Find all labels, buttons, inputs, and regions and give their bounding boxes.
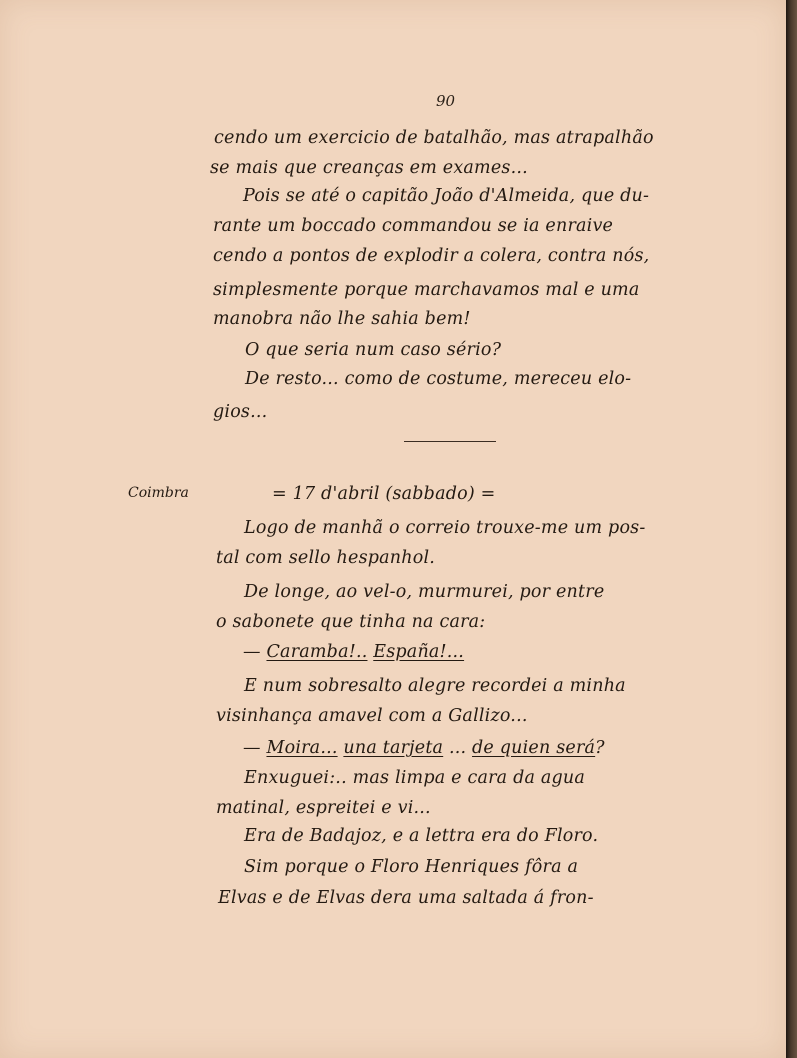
question-mark: ?: [595, 738, 605, 758]
text-line: cendo a pontos de explodir a colera, contra nós,: [213, 246, 650, 266]
text-line: Logo de manhã o correio trouxe-me um pos-: [244, 518, 646, 538]
text-line: E num sobresalto alegre recordei a minha: [244, 676, 626, 696]
underlined-word: de quien será: [472, 738, 596, 758]
dialogue-line: [243, 738, 605, 758]
text-line: o sabonete que tinha na cara:: [216, 612, 486, 632]
underlined-word: Caramba!..: [266, 642, 368, 662]
dash: —: [243, 642, 261, 662]
text-line: gios...: [213, 402, 268, 422]
text-line: O que seria num caso sério?: [245, 340, 502, 360]
ellipsis: ...: [448, 738, 467, 758]
text-line: Pois se até o capitão João d'Almeida, que du-: [243, 186, 650, 206]
text-line: rante um boccado commandou se ia enraive: [213, 216, 614, 236]
text-line: Sim porque o Floro Henriques fôra a: [244, 857, 579, 877]
text-line: matinal, espreitei e vi...: [216, 798, 431, 818]
text-line: Enxuguei:.. mas limpa e cara da agua: [244, 768, 586, 788]
entry-date: = 17 d'abril (sabbado) =: [272, 484, 496, 504]
text-line: De longe, ao vel-o, murmurei, por entre: [244, 582, 605, 602]
text-line: Era de Badajoz, e a lettra era do Floro.: [244, 826, 599, 846]
dialogue-line: [243, 642, 464, 662]
text-line: cendo um exercicio de batalhão, mas atrapalhão: [214, 128, 654, 148]
page-number: 90: [436, 92, 456, 110]
book-edge: [786, 0, 797, 1058]
text-line: visinhança amavel com a Gallizo...: [216, 706, 528, 726]
underlined-word: una tarjeta: [343, 738, 444, 758]
dash: —: [243, 738, 261, 758]
underlined-word: Moira...: [266, 738, 338, 758]
text-line: Elvas e de Elvas dera uma saltada á fron-: [218, 888, 594, 908]
section-divider: [404, 441, 496, 442]
text-line: manobra não lhe sahia bem!: [213, 309, 471, 329]
underlined-word: España!...: [373, 642, 465, 662]
margin-note-place: Coimbra: [128, 485, 189, 501]
text-line: De resto... como de costume, mereceu elo-: [245, 369, 632, 389]
text-line: tal com sello hespanhol.: [216, 548, 436, 568]
text-line: se mais que creanças em exames...: [210, 158, 528, 178]
text-line: simplesmente porque marchavamos mal e uma: [213, 280, 640, 300]
